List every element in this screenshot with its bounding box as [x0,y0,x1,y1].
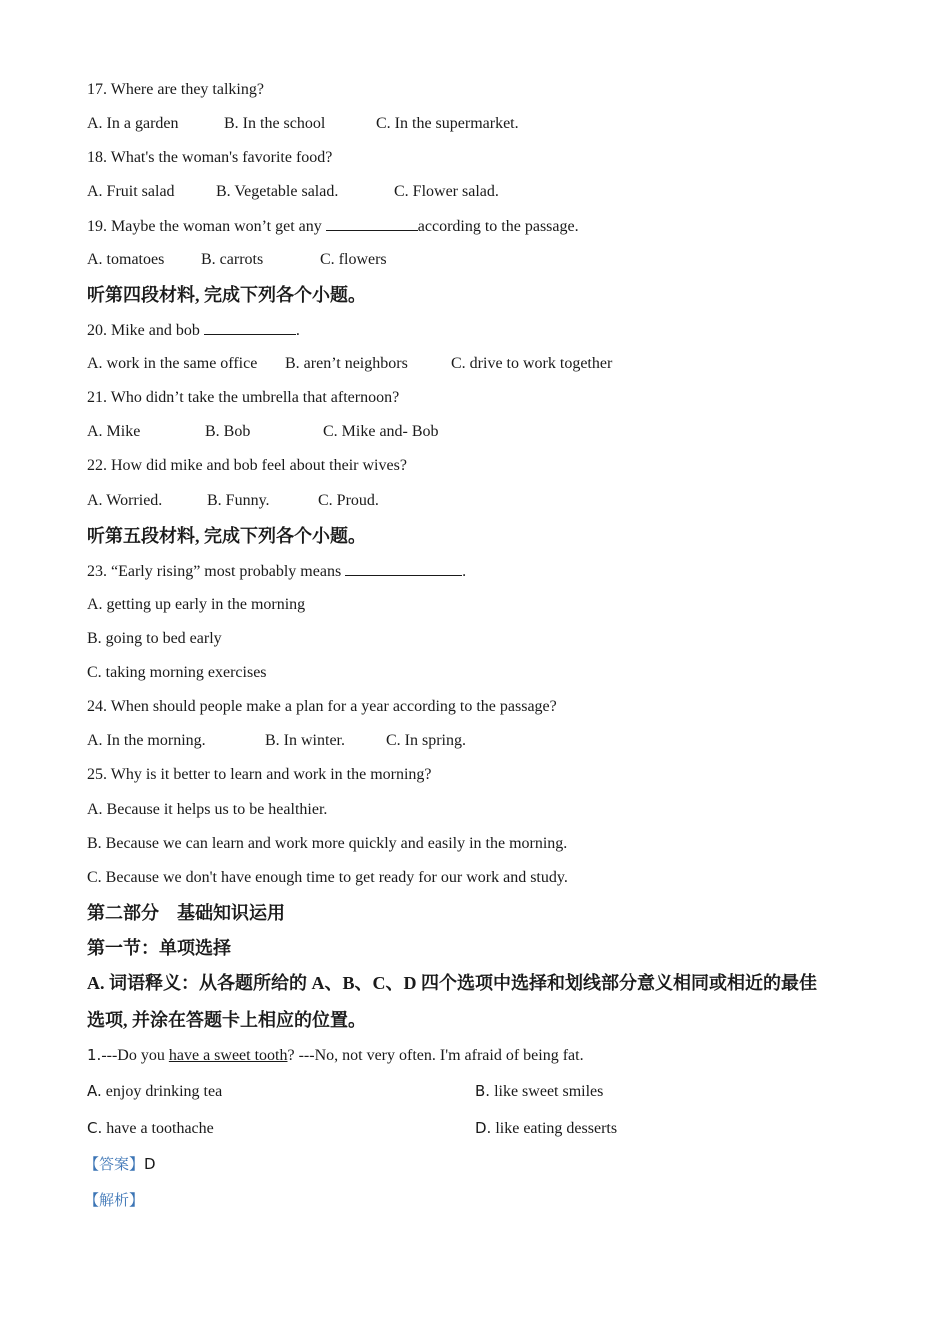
option-b [475,1081,603,1102]
option-b: B. In winter. [265,732,345,749]
option-a-text: enjoy drinking tea [101,1083,223,1100]
option-c: C. In spring. [386,732,466,749]
option-c-text: have a toothache [102,1120,214,1137]
question-17: 17. Where are they talking? [87,81,264,98]
question-19-stem-end: according to the passage. [417,218,579,235]
option-c: C. flowers [320,251,387,268]
question-22: 22. How did mike and bob feel about their wives? [87,457,407,474]
question-1-stem: ---Do you [101,1047,169,1064]
option-a: A. Mike [87,423,141,440]
answer-blank [326,216,418,231]
question-20-stem: 20. Mike and bob [87,322,204,339]
question-23-option-b: B. going to bed early [87,630,222,647]
option-b: B. Vegetable salad. [216,183,339,200]
analysis-tag: 【解析】 [84,1191,145,1209]
answer-tag: 【答案】 [84,1155,145,1173]
question-23-stem: 23. “Early rising” most probably means [87,563,346,580]
part-2-heading: 第二部分 基础知识运用 [87,903,285,923]
answer-blank [204,320,296,335]
question-1 [87,1045,584,1066]
question-20-stem-end: . [295,322,300,339]
question-18: 18. What's the woman's favorite food? [87,149,333,166]
option-a [87,1081,222,1102]
answer-value: D [144,1155,156,1173]
question-20 [87,320,300,341]
answer-line [84,1154,156,1175]
underlined-phrase: have a sweet tooth [168,1047,288,1064]
section-5-heading: 听第五段材料, 完成下列各个小题。 [87,526,366,546]
option-b: B. In the school [224,115,326,132]
analysis-line [84,1190,144,1211]
question-19-stem: 19. Maybe the woman won’t get any [87,218,326,235]
section-1-heading: 第一节：单项选择 [87,938,231,958]
option-b-text: like sweet smiles [490,1083,604,1100]
question-25-option-a: A. Because it helps us to be healthier. [87,801,328,818]
instructions-line-1: A. 词语释义：从各题所给的 A、B、C、D 四个选项中选择和划线部分意义相同或相近的最佳 [87,973,817,993]
option-b: B. Funny. [207,492,270,509]
option-d [475,1118,617,1139]
option-a: A. tomatoes [87,251,165,268]
question-25-option-b: B. Because we can learn and work more quickly and easily in the morning. [87,835,568,852]
option-a: A. In a garden [87,115,179,132]
option-d-text: like eating desserts [491,1120,618,1137]
question-25: 25. Why is it better to learn and work in the morning? [87,766,432,783]
question-24: 24. When should people make a plan for a year according to the passage? [87,698,557,715]
question-23-stem-end: . [462,563,467,580]
question-23-option-c: C. taking morning exercises [87,664,267,681]
option-a: A. In the morning. [87,732,206,749]
option-c: C. Flower salad. [394,183,499,200]
question-23 [87,561,466,582]
question-1-stem-end: ? ---No, not very often. I'm afraid of being fat. [287,1047,584,1064]
option-b: B. Bob [205,423,251,440]
question-23-option-a: A. getting up early in the morning [87,596,306,613]
instructions-line-2: 选项, 并涂在答题卡上相应的位置。 [87,1010,366,1030]
answer-blank [345,561,462,576]
option-d-label: D. [475,1119,492,1137]
question-21: 21. Who didn’t take the umbrella that afternoon? [87,389,400,406]
question-1-number: 1. [87,1046,102,1064]
option-a: A. work in the same office [87,355,258,372]
option-c: C. Proud. [318,492,379,509]
option-c [87,1118,214,1139]
option-a: A. Worried. [87,492,163,509]
option-b: B. aren’t neighbors [285,355,408,372]
option-c: C. Mike and- Bob [323,423,439,440]
option-c: C. drive to work together [451,355,613,372]
option-c: C. In the supermarket. [376,115,519,132]
option-a-label: A. [87,1082,102,1100]
option-c-label: C. [87,1119,103,1137]
question-25-option-c: C. Because we don't have enough time to get ready for our work and study. [87,869,568,886]
option-b: B. carrots [201,251,264,268]
option-b-label: B. [475,1082,491,1100]
option-a: A. Fruit salad [87,183,175,200]
question-19 [87,216,579,237]
section-4-heading: 听第四段材料, 完成下列各个小题。 [87,285,366,305]
